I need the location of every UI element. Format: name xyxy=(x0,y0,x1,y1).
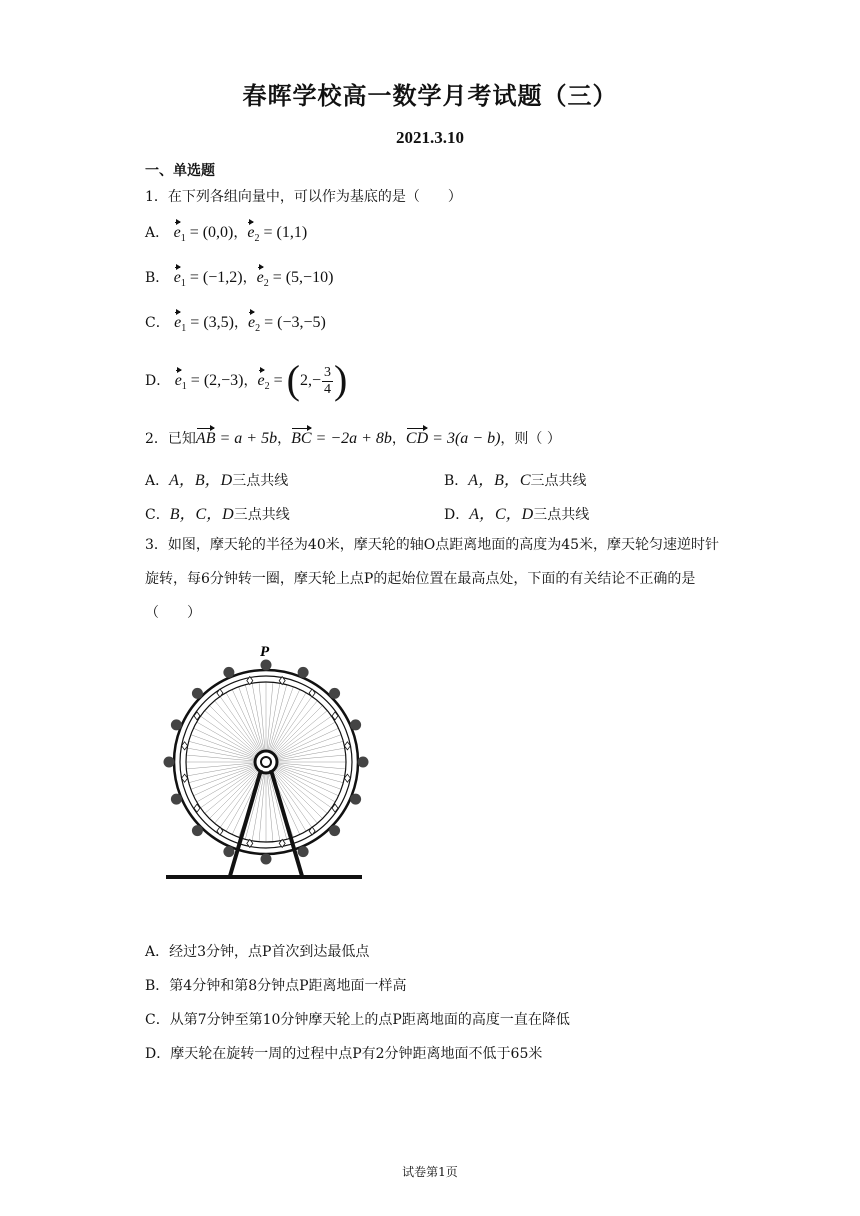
q2-option-a[interactable] xyxy=(145,467,288,490)
vector-bc: BC xyxy=(291,430,312,447)
fraction-denominator: 4 xyxy=(324,381,332,397)
option-points: A，C，D xyxy=(469,506,534,523)
q1-option-c[interactable]: C． $e_1 = (3,5)$，$e_2 = (-3,-5)$ xyxy=(145,314,326,335)
e1-value: (0,0) xyxy=(202,224,234,241)
cabin xyxy=(329,688,340,699)
support-leg-right xyxy=(271,770,302,876)
option-text: 三点共线 xyxy=(533,507,590,523)
sub-2: 2 xyxy=(264,381,270,393)
cabin xyxy=(223,846,234,857)
ab-expression: = a + 5b xyxy=(215,430,278,447)
cabin xyxy=(171,719,182,730)
sub-2: 2 xyxy=(263,278,269,290)
option-label: C． xyxy=(145,315,170,331)
e2-value: (−3,−5) xyxy=(277,314,326,331)
cabin xyxy=(192,825,203,836)
vector-cd: CD xyxy=(405,430,429,447)
q2-option-d[interactable] xyxy=(444,501,589,524)
cabin xyxy=(192,688,203,699)
separator: ， xyxy=(242,270,257,286)
vector-e1: e xyxy=(173,224,181,241)
option-points: B，C，D xyxy=(169,506,234,523)
exam-date: 2021.3.10 xyxy=(396,128,464,147)
vector-e2: e xyxy=(247,314,256,331)
q1-option-d[interactable]: D． $e_1 = (2,-3)$，$e_2 = (2,-$ $\frac{3}{4}$ ) xyxy=(145,357,348,402)
e1-value: (2,−3) xyxy=(203,372,244,389)
e2-value: (5,−10) xyxy=(285,269,334,286)
fraction xyxy=(322,365,333,398)
option-points: A，B，D xyxy=(169,472,233,489)
vector-e1: e xyxy=(173,269,181,286)
q1-stem: 1．在下列各组向量中，可以作为基底的是（ ） xyxy=(145,189,462,205)
q3-option-a[interactable]: A．经过3分钟，点P首次到达最低点 xyxy=(145,944,370,960)
cabin xyxy=(261,660,272,671)
vector-e2: e xyxy=(256,269,264,286)
q2-stem: 2．已知AB = a + 5b，BC = −2a + 8b，CD = 3(a − b)，则（ ） xyxy=(145,430,561,447)
q3-option-c[interactable]: C．从第7分钟至第10分钟摩天轮上的点P距离地面的高度一直在降低 xyxy=(145,1012,570,1028)
sub-1: 1 xyxy=(180,233,186,245)
sub-2: 2 xyxy=(255,323,261,335)
ferris-wheel-figure xyxy=(160,640,370,890)
q2-option-c[interactable] xyxy=(145,501,290,524)
e2-value: (1,1) xyxy=(276,224,308,241)
page-title: 春晖学校高一数学月考试题（三） xyxy=(242,81,618,110)
q2-option-b[interactable] xyxy=(444,467,587,490)
cabin xyxy=(350,794,361,805)
page-footer: 试卷第1页 xyxy=(402,1165,458,1179)
vector-e1: e xyxy=(174,314,182,331)
cd-expression: = 3(a − b) xyxy=(428,430,501,447)
fraction-numerator: 3 xyxy=(324,364,332,380)
cabin xyxy=(261,854,272,865)
q3-option-d[interactable]: D．摩天轮在旋转一周的过程中点P有2分钟距离地面不低于65米 xyxy=(145,1046,543,1062)
option-text: 三点共线 xyxy=(232,473,289,489)
cabin xyxy=(171,794,182,805)
option-label: D． xyxy=(444,507,470,523)
option-label: A． xyxy=(145,225,170,241)
option-text: 三点共线 xyxy=(530,473,587,489)
q3-option-b[interactable]: B．第4分钟和第8分钟点P距离地面一样高 xyxy=(145,978,407,994)
cabin xyxy=(223,667,234,678)
option-label: C． xyxy=(145,507,170,523)
option-label: B． xyxy=(444,473,469,489)
separator: ， xyxy=(243,373,258,389)
q1-option-b[interactable]: B． $e_1 = (-1,2)$，$e_2 = (5,-10)$ xyxy=(145,269,334,290)
sub-1: 1 xyxy=(180,278,186,290)
option-label: B． xyxy=(145,270,170,286)
open-paren: ( xyxy=(286,357,300,402)
sub-1: 1 xyxy=(181,381,187,393)
support-leg-left xyxy=(230,770,261,876)
option-points: A，B，C xyxy=(468,472,531,489)
e1-value: (−1,2) xyxy=(202,269,243,286)
cabin xyxy=(358,757,369,768)
sub-2: 2 xyxy=(254,233,260,245)
cabin xyxy=(164,757,175,768)
wheel-axis xyxy=(261,757,271,767)
vector-ab: AB xyxy=(195,430,216,447)
separator: ， xyxy=(233,225,248,241)
option-label: D． xyxy=(145,373,171,389)
option-label: A． xyxy=(145,473,170,489)
cabin xyxy=(298,667,309,678)
e2-prefix: 2,− xyxy=(299,372,322,389)
bc-expression: = −2a + 8b xyxy=(311,430,392,447)
option-text: 三点共线 xyxy=(233,507,290,523)
q2-prefix: 2．已知 xyxy=(145,431,196,447)
vector-e2: e xyxy=(247,224,255,241)
point-p-label: P xyxy=(260,644,270,660)
vector-e1: e xyxy=(174,372,182,389)
cabin xyxy=(298,846,309,857)
vector-e2: e xyxy=(257,372,265,389)
section-heading: 一、单选题 xyxy=(145,163,215,179)
sub-1: 1 xyxy=(181,323,187,335)
q1-option-a[interactable]: A． $e_1 = (0,0)$，$e_2 = (1,1)$ xyxy=(145,224,308,245)
q3-stem: 3．如图，摩天轮的半径为40米，摩天轮的轴O点距离地面的高度为45米，摩天轮匀速逆时针旋转，每6分钟转一圈，摩天轮上点P的起始位置在最高点处，下面的有关结论不正确的是（ ） xyxy=(145,537,720,621)
cabin xyxy=(329,825,340,836)
q2-suffix: ，则（ ） xyxy=(500,431,561,447)
close-paren: ) xyxy=(334,357,348,402)
e1-value: (3,5) xyxy=(203,314,234,331)
cabin xyxy=(350,719,361,730)
separator: ， xyxy=(233,315,248,331)
